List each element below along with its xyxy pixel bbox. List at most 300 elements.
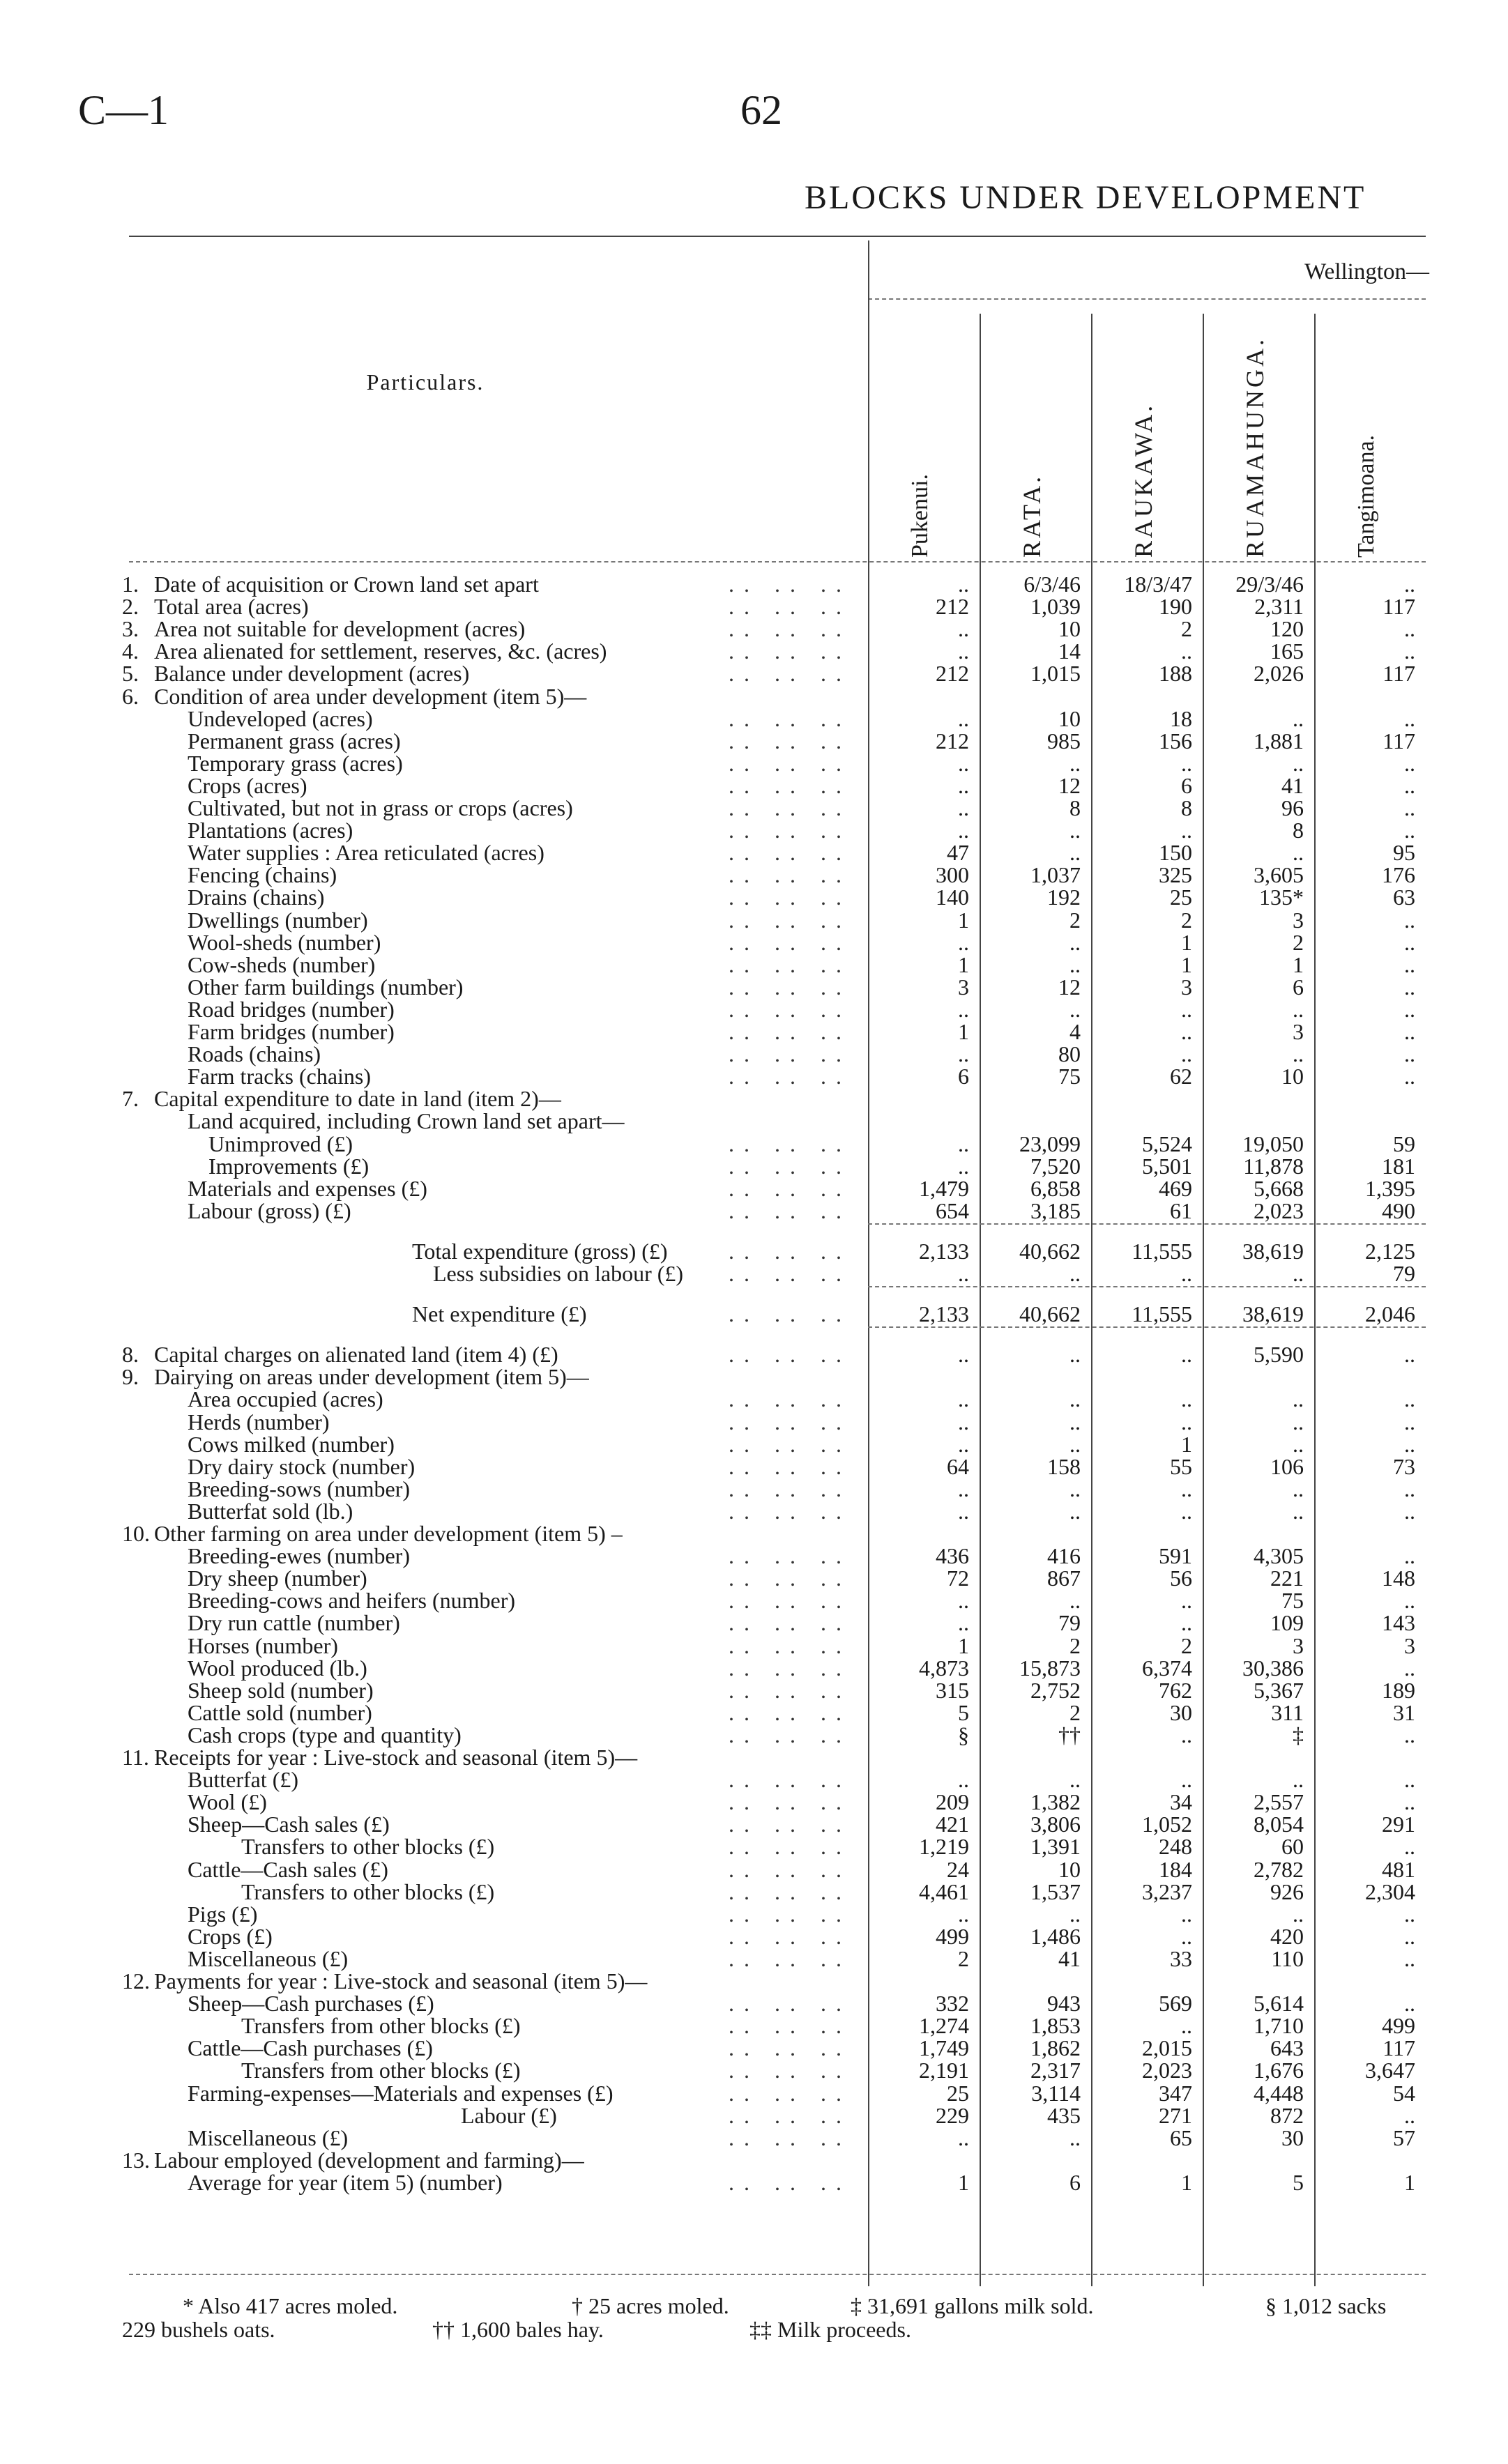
row-label xyxy=(188,886,324,909)
cell-tangimoana: .. xyxy=(1404,750,1415,776)
cell-rata: 10 xyxy=(1058,1856,1081,1882)
row-label-text: Net expenditure (£) xyxy=(412,1301,587,1327)
cell-tangimoana: .. xyxy=(1404,1409,1415,1434)
cell-tangimoana: 499 xyxy=(1382,2013,1415,2039)
cell-tangimoana: 1,395 xyxy=(1365,1175,1415,1201)
cell-tangimoana: 3 xyxy=(1404,1632,1415,1658)
cell-rata: 943 xyxy=(1047,1991,1081,2017)
cell-pukenui: .. xyxy=(958,1342,969,1368)
table-row xyxy=(0,1970,1508,1993)
row-label-text: Wool produced (lb.) xyxy=(188,1655,367,1681)
table-row xyxy=(0,685,1508,708)
row-label xyxy=(188,752,403,775)
table-row xyxy=(0,1303,1508,1326)
cell-rata: .. xyxy=(1069,1498,1081,1524)
row-label xyxy=(122,662,469,685)
cell-ruamahunga: 4,448 xyxy=(1254,2080,1304,2106)
cell-tangimoana: 117 xyxy=(1383,594,1415,620)
cell-rata: 1,862 xyxy=(1030,2035,1081,2061)
footnote-section-cont: 229 bushels oats. xyxy=(122,2317,275,2342)
cell-ruamahunga: .. xyxy=(1293,1767,1304,1793)
cell-pukenui: 315 xyxy=(936,1677,969,1703)
row-label-text: Drains (chains) xyxy=(188,885,325,910)
cell-ruamahunga: 2,023 xyxy=(1254,1197,1304,1223)
row-label-text: Transfers to other blocks (£) xyxy=(241,1834,495,1860)
row-label-text: Pigs (£) xyxy=(188,1901,258,1927)
cell-rata: 2 xyxy=(1069,907,1081,933)
cell-rata: .. xyxy=(1069,996,1081,1022)
cell-raukawa: 184 xyxy=(1159,1856,1192,1882)
cell-tangimoana: .. xyxy=(1404,1342,1415,1368)
cell-pukenui: 5 xyxy=(958,1699,969,1725)
table-row xyxy=(0,752,1508,775)
cell-tangimoana: .. xyxy=(1404,1019,1415,1044)
cell-ruamahunga: 4,305 xyxy=(1254,1543,1304,1569)
cell-raukawa: .. xyxy=(1181,750,1192,776)
cell-raukawa: 1 xyxy=(1181,2169,1192,2195)
table-row xyxy=(0,1632,1508,1658)
row-label xyxy=(412,1303,587,1326)
cell-rata: 1,039 xyxy=(1030,594,1081,620)
cell-tangimoana: 143 xyxy=(1382,1610,1415,1636)
cell-pukenui: .. xyxy=(958,996,969,1022)
cell-tangimoana: .. xyxy=(1404,1722,1415,1747)
cell-tangimoana: .. xyxy=(1404,2102,1415,2128)
table-row xyxy=(0,2127,1508,2150)
cell-tangimoana: 481 xyxy=(1382,1856,1415,1882)
row-label xyxy=(188,1411,329,1434)
row-number: 3. xyxy=(122,616,139,642)
row-label xyxy=(208,1133,353,1156)
leader-dots: .. .. .. xyxy=(729,1856,851,1882)
row-label xyxy=(188,1768,298,1791)
cell-pukenui: .. xyxy=(958,1153,969,1179)
cell-pukenui: .. xyxy=(958,1431,969,1457)
cell-tangimoana: .. xyxy=(1404,1588,1415,1614)
cell-raukawa: 25 xyxy=(1170,885,1192,910)
table-row xyxy=(0,1388,1508,1411)
cell-ruamahunga: 221 xyxy=(1270,1566,1304,1591)
cell-rata: .. xyxy=(1069,818,1081,843)
table-row xyxy=(0,2149,1508,2172)
footnote-dagger: † 25 acres moled. xyxy=(572,2293,729,2318)
row-number: 5. xyxy=(122,661,139,687)
cell-pukenui: 3 xyxy=(958,974,969,1000)
cell-raukawa: 61 xyxy=(1170,1197,1192,1223)
cell-rata: 41 xyxy=(1058,1945,1081,1971)
cell-rata: 40,662 xyxy=(1019,1238,1081,1264)
cell-ruamahunga: 3 xyxy=(1293,1632,1304,1658)
cell-rata: .. xyxy=(1069,840,1081,866)
table-row xyxy=(0,1155,1508,1178)
cell-rata: 2 xyxy=(1069,1699,1081,1725)
cell-rata: .. xyxy=(1069,750,1081,776)
row-number: 4. xyxy=(122,638,139,664)
table-row xyxy=(0,1791,1508,1814)
cell-raukawa: 5,501 xyxy=(1142,1153,1192,1179)
document-reference: C—1 xyxy=(78,87,169,133)
row-label xyxy=(241,1835,494,1858)
cell-ruamahunga: 5,614 xyxy=(1254,1991,1304,2017)
row-label xyxy=(122,1087,561,1110)
row-label xyxy=(433,1262,683,1285)
cell-raukawa: .. xyxy=(1181,1261,1192,1286)
cell-pukenui: 24 xyxy=(947,1856,969,1882)
cell-rata: 80 xyxy=(1058,1041,1081,1067)
cell-rata: 435 xyxy=(1047,2102,1081,2128)
cell-raukawa: .. xyxy=(1181,638,1192,664)
leader-dots: .. .. .. xyxy=(729,1722,851,1747)
cell-rata: .. xyxy=(1069,929,1081,955)
cell-ruamahunga: .. xyxy=(1293,1386,1304,1412)
row-number: 12. xyxy=(122,1968,150,1994)
leader-dots: .. .. .. xyxy=(729,862,851,888)
leader-dots: .. .. .. xyxy=(729,951,851,977)
cell-tangimoana: 189 xyxy=(1382,1677,1415,1703)
row-label xyxy=(122,1970,647,1993)
row-label xyxy=(188,1433,395,1456)
row-label xyxy=(188,951,376,977)
table-row xyxy=(0,1858,1508,1881)
row-label-text: Water supplies : Area reticulated (acres) xyxy=(188,840,544,866)
row-label-text: Dry run cattle (number) xyxy=(188,1610,400,1636)
table-row xyxy=(0,931,1508,954)
table-row xyxy=(0,1545,1508,1568)
cell-raukawa: 5,524 xyxy=(1142,1131,1192,1156)
row-label xyxy=(188,1589,515,1612)
row-label-text: Butterfat sold (lb.) xyxy=(188,1498,353,1524)
cell-pukenui: .. xyxy=(958,1476,969,1501)
cell-raukawa: 6,374 xyxy=(1142,1655,1192,1681)
cell-rata: .. xyxy=(1069,1476,1081,1501)
row-label xyxy=(188,1858,388,1881)
cell-rata: 1,391 xyxy=(1030,1834,1081,1860)
row-label-text: Horses (number) xyxy=(188,1632,338,1658)
cell-ruamahunga: 5,668 xyxy=(1254,1175,1304,1201)
cell-pukenui: .. xyxy=(958,750,969,776)
row-label-text: Capital expenditure to date in land (item 2)— xyxy=(154,1086,561,1112)
row-label xyxy=(241,2014,521,2037)
row-label xyxy=(188,998,395,1021)
cell-raukawa: .. xyxy=(1181,1588,1192,1614)
row-label-text: Cattle sold (number) xyxy=(188,1699,372,1725)
cell-ruamahunga: 1,881 xyxy=(1254,728,1304,753)
cell-rata: 3,185 xyxy=(1030,1197,1081,1223)
row-label-text: Sheep—Cash sales (£) xyxy=(188,1812,390,1837)
leader-dots: .. .. .. xyxy=(729,1041,851,1067)
cell-raukawa: .. xyxy=(1181,1923,1192,1949)
leader-dots: .. .. .. xyxy=(729,907,851,933)
cell-raukawa: 11,555 xyxy=(1132,1238,1192,1264)
row-label-text: Materials and expenses (£) xyxy=(188,1175,427,1201)
leader-dots: .. .. .. xyxy=(729,1767,851,1793)
cell-pukenui: .. xyxy=(958,1261,969,1286)
row-label-text: Cultivated, but not in grass or crops (acres) xyxy=(188,795,573,820)
cell-ruamahunga: .. xyxy=(1293,1409,1304,1434)
cell-rata: 12 xyxy=(1058,974,1081,1000)
cell-pukenui: .. xyxy=(958,1588,969,1614)
cell-ruamahunga: 11,878 xyxy=(1243,1153,1304,1179)
row-label-text: Breeding-cows and heifers (number) xyxy=(188,1588,516,1614)
cell-pukenui: 1 xyxy=(958,951,969,977)
cell-raukawa: 1 xyxy=(1181,951,1192,977)
leader-dots: .. .. .. xyxy=(729,1789,851,1815)
cell-rata: 15,873 xyxy=(1019,1655,1081,1681)
cell-rata: †† xyxy=(1058,1722,1081,1747)
cell-raukawa: 55 xyxy=(1170,1453,1192,1479)
row-label-text: Area alienated for settlement, reserves, &c. (acres) xyxy=(154,638,607,664)
leader-dots: .. .. .. xyxy=(729,728,851,753)
leader-dots: .. .. .. xyxy=(729,1610,851,1636)
row-label xyxy=(188,1567,367,1590)
cell-ruamahunga: 2,311 xyxy=(1254,594,1304,620)
cell-raukawa: 65 xyxy=(1170,2125,1192,2150)
footnote-star: * Also 417 acres moled. xyxy=(183,2293,398,2318)
cell-pukenui: .. xyxy=(958,1409,969,1434)
cell-pukenui: 499 xyxy=(936,1923,969,1949)
footnote-double-dagger-hay: †† 1,600 bales hay. xyxy=(432,2317,604,2342)
column-header-tangimoana: Tangimoana. xyxy=(1353,434,1379,558)
row-label-text: Temporary grass (acres) xyxy=(188,750,403,776)
row-number: 9. xyxy=(122,1364,139,1390)
cell-pukenui: 1,749 xyxy=(919,2035,969,2061)
leader-dots: .. .. .. xyxy=(729,1238,851,1264)
cell-ruamahunga: 311 xyxy=(1271,1699,1304,1725)
cell-pukenui: .. xyxy=(958,818,969,843)
cell-raukawa: 248 xyxy=(1159,1834,1192,1860)
row-label xyxy=(188,1043,321,1066)
row-label xyxy=(188,2171,503,2194)
cell-rata: .. xyxy=(1069,1342,1081,1368)
row-label xyxy=(188,1813,390,1836)
cell-ruamahunga: 5,367 xyxy=(1254,1677,1304,1703)
cell-raukawa: 569 xyxy=(1159,1991,1192,2017)
cell-rata: 985 xyxy=(1047,728,1081,753)
row-label xyxy=(188,1388,383,1411)
row-label xyxy=(188,1945,349,1971)
cell-pukenui: 229 xyxy=(936,2102,969,2128)
cell-rata: .. xyxy=(1069,1901,1081,1927)
region-heading: Wellington— xyxy=(1304,259,1429,284)
row-label-text: Transfers from other blocks (£) xyxy=(241,2013,521,2039)
cell-pukenui: 64 xyxy=(947,1453,969,1479)
table-row xyxy=(0,774,1508,797)
cell-ruamahunga: 165 xyxy=(1270,638,1304,664)
cell-tangimoana: 117 xyxy=(1383,728,1415,753)
row-label xyxy=(122,618,525,641)
cell-ruamahunga: 2,782 xyxy=(1254,1856,1304,1882)
row-label-text: Miscellaneous (£) xyxy=(188,2125,349,2150)
cell-pukenui: 1 xyxy=(958,1019,969,1044)
cell-tangimoana: .. xyxy=(1404,951,1415,977)
row-label xyxy=(188,1791,267,1814)
cell-ruamahunga: 872 xyxy=(1270,2102,1304,2128)
cell-ruamahunga: 41 xyxy=(1281,772,1304,798)
cell-ruamahunga: .. xyxy=(1293,705,1304,731)
cell-raukawa: 188 xyxy=(1159,661,1192,687)
particulars-heading: Particulars. xyxy=(366,369,485,395)
leader-dots: .. .. .. xyxy=(729,1677,851,1703)
header-rule xyxy=(129,561,1426,563)
table-row xyxy=(0,1343,1508,1366)
row-label xyxy=(122,685,586,708)
cell-raukawa: 18/3/47 xyxy=(1124,572,1192,597)
cell-raukawa: 2 xyxy=(1181,907,1192,933)
cell-raukawa: 1 xyxy=(1181,1431,1192,1457)
cell-pukenui: 209 xyxy=(936,1789,969,1815)
cell-raukawa: 30 xyxy=(1170,1699,1192,1725)
row-label-text: Dwellings (number) xyxy=(188,907,368,933)
cell-raukawa: 18 xyxy=(1170,705,1192,731)
cell-ruamahunga: 1,676 xyxy=(1254,2058,1304,2083)
row-label xyxy=(122,1365,589,1388)
cell-pukenui: 25 xyxy=(947,2080,969,2106)
cell-tangimoana: 3,647 xyxy=(1365,2058,1415,2083)
cell-raukawa: 1,052 xyxy=(1142,1812,1192,1837)
row-label xyxy=(122,1343,558,1366)
row-label xyxy=(188,707,373,730)
row-label-text: Crops (acres) xyxy=(188,772,307,798)
table-row xyxy=(0,1411,1508,1434)
row-label xyxy=(122,1746,637,1769)
row-label xyxy=(122,573,539,596)
table-row xyxy=(0,2037,1508,2060)
row-label xyxy=(241,2059,521,2082)
cell-raukawa: 3 xyxy=(1181,974,1192,1000)
row-label-text: Cows milked (number) xyxy=(188,1431,395,1457)
cell-pukenui: 332 xyxy=(936,1991,969,2017)
cell-rata: 1,037 xyxy=(1030,862,1081,888)
cell-pukenui: .. xyxy=(958,1901,969,1927)
cell-pukenui: 140 xyxy=(936,885,969,910)
cell-ruamahunga: 926 xyxy=(1270,1878,1304,1904)
cell-pukenui: .. xyxy=(958,1767,969,1793)
leader-dots: .. .. .. xyxy=(729,594,851,620)
table-row xyxy=(0,1612,1508,1635)
row-label-text: Permanent grass (acres) xyxy=(188,728,401,753)
cell-tangimoana: 181 xyxy=(1382,1153,1415,1179)
cell-ruamahunga: 643 xyxy=(1270,2035,1304,2061)
row-label xyxy=(188,797,573,820)
row-label xyxy=(188,2127,348,2150)
row-label-text: Herds (number) xyxy=(188,1409,330,1434)
cell-tangimoana: .. xyxy=(1404,1476,1415,1501)
cell-ruamahunga: 96 xyxy=(1281,795,1304,820)
table-row xyxy=(0,1110,1508,1133)
cell-raukawa: 2,015 xyxy=(1142,2035,1192,2061)
row-label xyxy=(188,1612,400,1635)
leader-dots: .. .. .. xyxy=(729,2013,851,2039)
leader-dots: .. .. .. xyxy=(729,1945,851,1971)
table-row xyxy=(0,1589,1508,1612)
cell-tangimoana: 2,125 xyxy=(1365,1238,1415,1264)
cell-rata: .. xyxy=(1069,951,1081,977)
leader-dots: .. .. .. xyxy=(729,2125,851,2150)
row-label-text: Roads (chains) xyxy=(188,1041,321,1067)
leader-dots: .. .. .. xyxy=(729,1197,851,1223)
subtotal-rule xyxy=(868,1326,1426,1328)
cell-pukenui: 4,461 xyxy=(919,1878,969,1904)
row-label xyxy=(188,931,381,954)
table-row xyxy=(0,1903,1508,1926)
cell-ruamahunga: 8,054 xyxy=(1254,1812,1304,1837)
cell-tangimoana: 291 xyxy=(1382,1812,1415,1837)
row-label-text: Capital charges on alienated land (item 4) (£) xyxy=(154,1342,558,1368)
cell-ruamahunga: 30 xyxy=(1281,2125,1304,2150)
row-label-text: Farm bridges (number) xyxy=(188,1019,395,1044)
cell-tangimoana: .. xyxy=(1404,996,1415,1022)
row-label xyxy=(188,1500,353,1523)
cell-pukenui: .. xyxy=(958,1386,969,1412)
leader-dots: .. .. .. xyxy=(729,750,851,776)
row-label xyxy=(188,864,337,887)
cell-raukawa: .. xyxy=(1181,818,1192,843)
cell-raukawa: .. xyxy=(1181,1476,1192,1501)
cell-pukenui: 654 xyxy=(936,1197,969,1223)
cell-pukenui: 436 xyxy=(936,1543,969,1569)
leader-dots: .. .. .. xyxy=(729,1588,851,1614)
cell-tangimoana: 1 xyxy=(1404,2169,1415,2195)
cell-raukawa: 34 xyxy=(1170,1789,1192,1815)
cell-rata: .. xyxy=(1069,1386,1081,1412)
cell-ruamahunga: 10 xyxy=(1281,1064,1304,1089)
cell-pukenui: 6 xyxy=(958,1064,969,1089)
region-rule xyxy=(868,298,1426,300)
cell-ruamahunga: 2,026 xyxy=(1254,661,1304,687)
cell-raukawa: 325 xyxy=(1159,862,1192,888)
cell-pukenui: 2,133 xyxy=(919,1301,969,1327)
leader-dots: .. .. .. xyxy=(729,929,851,955)
row-number: 2. xyxy=(122,594,139,620)
table-row xyxy=(0,951,1508,977)
cell-rata: .. xyxy=(1069,2125,1081,2150)
table-row xyxy=(0,1567,1508,1590)
cell-rata: 192 xyxy=(1047,885,1081,910)
row-label-text: Transfers to other blocks (£) xyxy=(241,1878,495,1904)
cell-ruamahunga: .. xyxy=(1293,1041,1304,1067)
table-row xyxy=(0,2014,1508,2037)
leader-dots: .. .. .. xyxy=(729,1543,851,1569)
cell-raukawa: 6 xyxy=(1181,772,1192,798)
row-number: 10. xyxy=(122,1521,150,1546)
cell-tangimoana: .. xyxy=(1404,1041,1415,1067)
table-row xyxy=(0,1197,1508,1223)
top-rule xyxy=(129,236,1426,237)
row-label-text: Transfers from other blocks (£) xyxy=(241,2058,521,2083)
cell-tangimoana: 59 xyxy=(1393,1131,1415,1156)
row-label-text: Cow-sheds (number) xyxy=(188,951,376,977)
table-row xyxy=(0,1813,1508,1836)
cell-pukenui: 212 xyxy=(936,728,969,753)
table-row xyxy=(0,640,1508,663)
row-label xyxy=(188,774,307,797)
row-label-text: Total area (acres) xyxy=(154,594,309,620)
cell-raukawa: 156 xyxy=(1159,728,1192,753)
cell-pukenui: 2 xyxy=(958,1945,969,1971)
row-label-text: Sheep sold (number) xyxy=(188,1677,374,1703)
row-number: 11. xyxy=(122,1745,149,1770)
leader-dots: .. .. .. xyxy=(729,1453,851,1479)
cell-pukenui: .. xyxy=(958,1041,969,1067)
cell-pukenui: 72 xyxy=(947,1566,969,1591)
row-label xyxy=(412,1240,668,1263)
cell-ruamahunga: 120 xyxy=(1270,616,1304,642)
cell-tangimoana: .. xyxy=(1404,772,1415,798)
row-label xyxy=(188,2082,613,2105)
cell-raukawa: 8 xyxy=(1181,795,1192,820)
leader-dots: .. .. .. xyxy=(729,705,851,731)
cell-pukenui: .. xyxy=(958,705,969,731)
